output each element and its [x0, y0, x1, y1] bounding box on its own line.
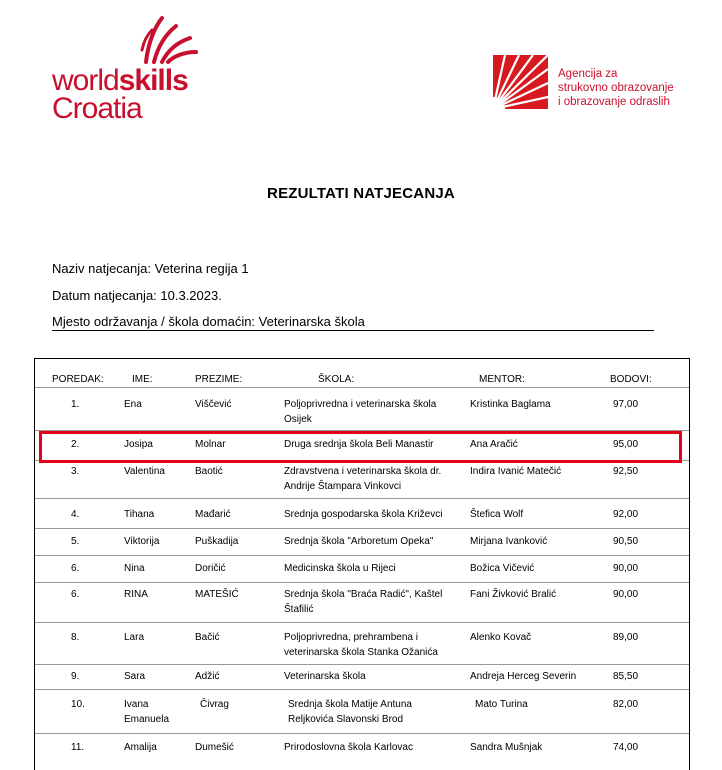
- rank-cell: 6.: [71, 563, 80, 574]
- results-table: [34, 358, 690, 770]
- worldskills-swirl-icon: [140, 14, 200, 66]
- points-cell: 89,00: [613, 632, 639, 643]
- school-cell-line1: Srednja škola "Arboretum Opeka": [284, 536, 434, 547]
- last-name-cell: Mađarić: [195, 509, 231, 520]
- last-name-cell: Puškadija: [195, 536, 239, 547]
- col-last-header: PREZIME:: [195, 374, 243, 385]
- last-name-cell: Viščević: [195, 399, 232, 410]
- school-cell-line1: Srednja škola "Braća Radić", Kaštel: [284, 589, 443, 600]
- rank-cell: 3.: [71, 466, 80, 477]
- mentor-cell: Alenko Kovač: [470, 632, 532, 643]
- table-row: [35, 387, 689, 431]
- col-school-header: ŠKOLA:: [318, 374, 355, 385]
- croatia-word: Croatia: [52, 92, 142, 125]
- school-cell-line1: Srednja gospodarska škola Križevci: [284, 509, 443, 520]
- col-first-header: IME:: [132, 374, 153, 385]
- points-cell: 90,00: [613, 563, 639, 574]
- points-cell: 95,00: [613, 439, 639, 450]
- mentor-cell: Štefica Wolf: [470, 509, 524, 520]
- first-name-cell-line2: Emanuela: [124, 714, 170, 725]
- table-row: [35, 555, 689, 583]
- worldskills-word-bold: skills: [118, 64, 188, 97]
- col-rank-header: POREDAK:: [52, 374, 104, 385]
- table-row: [35, 689, 689, 734]
- school-cell-line2: Andrije Štampara Vinkovci: [284, 481, 402, 492]
- rank-cell: 4.: [71, 509, 80, 520]
- school-cell-line2: veterinarska škola Stanka Ožanića: [284, 647, 438, 658]
- first-name-cell: Nina: [124, 563, 145, 574]
- school-cell-line2: Osijek: [284, 414, 312, 425]
- first-name-cell: Valentina: [124, 466, 165, 477]
- table-row: [35, 733, 689, 769]
- school-cell-line2: Reljkovića Slavonski Brod: [288, 714, 404, 725]
- rank-cell: 9.: [71, 671, 80, 682]
- first-name-cell: Josipa: [124, 439, 153, 450]
- school-cell-line1: Prirodoslovna škola Karlovac: [284, 742, 413, 753]
- rank-cell: 8.: [71, 632, 80, 643]
- agency-line-1: Agencija za: [558, 68, 618, 80]
- points-cell: 97,00: [613, 399, 639, 410]
- school-cell-line1: Poljoprivredna i veterinarska škola: [284, 399, 437, 410]
- points-cell: 85,50: [613, 671, 639, 682]
- competition-date: Datum natjecanja: 10.3.2023.: [52, 288, 222, 303]
- mentor-cell: Ana Aračić: [470, 439, 518, 450]
- agency-logo: [493, 55, 693, 115]
- first-name-cell: Ivana: [124, 699, 149, 710]
- last-name-cell: Čivrag: [200, 699, 229, 710]
- rank-cell: 10.: [71, 699, 85, 710]
- first-name-cell: RINA: [124, 589, 148, 600]
- table-header-row: [35, 359, 689, 388]
- points-cell: 92,50: [613, 466, 639, 477]
- school-cell-line1: Poljoprivredna, prehrambena i: [284, 632, 418, 643]
- agency-sunburst-icon: [493, 55, 548, 109]
- row-highlight-box: [39, 431, 682, 463]
- col-points-header: BODOVI:: [610, 374, 652, 385]
- worldskills-word: world: [52, 64, 119, 97]
- agency-line-3: i obrazovanje odraslih: [558, 96, 670, 108]
- rank-cell: 2.: [71, 439, 80, 450]
- first-name-cell: Ena: [124, 399, 142, 410]
- divider: [52, 330, 654, 331]
- mentor-cell: Fani Živković Bralić: [470, 589, 557, 600]
- rank-cell: 1.: [71, 399, 80, 410]
- school-cell-line1: Medicinska škola u Rijeci: [284, 563, 396, 574]
- last-name-cell: Baotić: [195, 466, 223, 477]
- rank-cell: 5.: [71, 536, 80, 547]
- mentor-cell: Božica Vičević: [470, 563, 535, 574]
- first-name-cell: Tihana: [124, 509, 155, 520]
- school-cell-line1: Srednja škola Matije Antuna: [288, 699, 412, 710]
- competition-name: Naziv natjecanja: Veterina regija 1: [52, 261, 249, 276]
- table-row: [35, 498, 689, 529]
- rank-cell: 6.: [71, 589, 80, 600]
- school-cell-line2: Štafilić: [284, 604, 314, 615]
- mentor-cell: Mirjana Ivanković: [470, 536, 548, 547]
- points-cell: 90,50: [613, 536, 639, 547]
- last-name-cell: MATEŠIĆ: [195, 589, 239, 600]
- mentor-cell: Indira Ivanić Matečić: [470, 466, 562, 477]
- worldskills-croatia-logo: [52, 14, 202, 124]
- table-row: [35, 460, 689, 499]
- first-name-cell: Amalija: [124, 742, 157, 753]
- last-name-cell: Bačić: [195, 632, 220, 643]
- points-cell: 90,00: [613, 589, 639, 600]
- last-name-cell: Doričić: [195, 563, 226, 574]
- school-cell-line1: Zdravstvena i veterinarska škola dr.: [284, 466, 442, 477]
- mentor-cell: Kristinka Baglama: [470, 399, 551, 410]
- mentor-cell: Andreja Herceg Severin: [470, 671, 577, 682]
- table-row: [35, 622, 689, 665]
- last-name-cell: Adžić: [195, 671, 220, 682]
- first-name-cell: Lara: [124, 632, 145, 643]
- last-name-cell: Molnar: [195, 439, 226, 450]
- points-cell: 74,00: [613, 742, 639, 753]
- page-title: REZULTATI NATJECANJA: [267, 185, 455, 202]
- mentor-cell: Mato Turina: [475, 699, 528, 710]
- table-row: [35, 664, 689, 690]
- points-cell: 82,00: [613, 699, 639, 710]
- first-name-cell: Sara: [124, 671, 146, 682]
- table-row: [35, 582, 689, 623]
- mentor-cell: Sandra Mušnjak: [470, 742, 543, 753]
- school-cell-line1: Veterinarska škola: [284, 671, 366, 682]
- agency-line-2: strukovno obrazovanje: [558, 82, 674, 94]
- col-mentor-header: MENTOR:: [479, 374, 525, 385]
- last-name-cell: Dumešić: [195, 742, 234, 753]
- rank-cell: 11.: [71, 742, 85, 753]
- first-name-cell: Viktorija: [124, 536, 160, 547]
- table-row: [35, 528, 689, 556]
- competition-place: Mjesto održavanja / škola domaćin: Veterinarska škola: [52, 314, 365, 329]
- school-cell-line1: Druga srednja škola Beli Manastir: [284, 439, 434, 450]
- points-cell: 92,00: [613, 509, 639, 520]
